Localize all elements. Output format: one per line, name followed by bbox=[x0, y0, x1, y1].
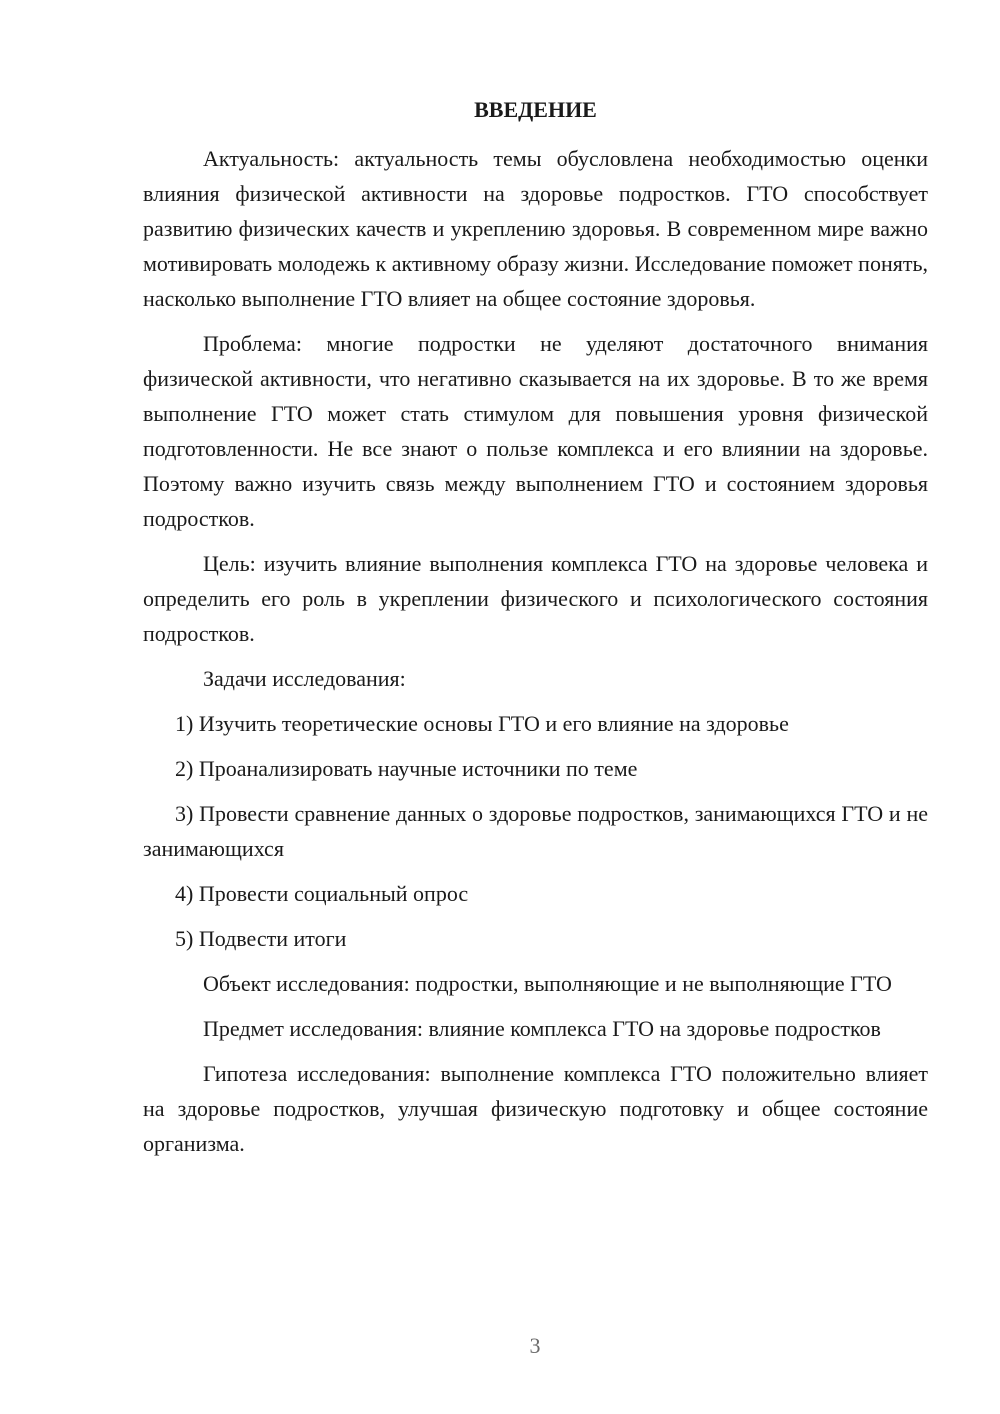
relevance-paragraph: Актуальность: актуальность темы обусловлена необходимостью оценки влияния физической активности на здоровье подростков. ГТО способствует развитию физических качеств и укреплению здоровья. В современном мире важно мотивировать молодежь к активному образу жизни. Исследование поможет понять, насколько выполнение ГТО влияет на общее состояние здоровья. bbox=[143, 146, 928, 311]
list-item: 5) Подвести итоги bbox=[175, 926, 347, 951]
list-item: 1) Изучить теоретические основы ГТО и его влияние на здоровье bbox=[175, 711, 789, 736]
goal-paragraph: Цель: изучить влияние выполнения комплекса ГТО на здоровье человека и определить его роль в укреплении физического и психологического состояния подростков. bbox=[143, 551, 928, 646]
list-item: 4) Провести социальный опрос bbox=[175, 881, 469, 906]
tasks-intro: Задачи исследования: bbox=[203, 666, 406, 691]
problem-paragraph: Проблема: многие подростки не уделяют достаточного внимания физической активности, что негативно сказывается на их здоровье. В то же время выполнение ГТО может стать стимулом для повышения уровня физической подготовленности. Не все знают о пользе комплекса и его влиянии на здоровье. Поэтому важно изучить связь между выполнением ГТО и состоянием здоровья подростков. bbox=[143, 331, 928, 531]
list-item: 2) Проанализировать научные источники по теме bbox=[175, 756, 638, 781]
subject-paragraph: Предмет исследования: влияние комплекса ГТО на здоровье подростков bbox=[203, 1016, 881, 1041]
hypothesis-paragraph: Гипотеза исследования: выполнение комплекса ГТО положительно влияет на здоровье подростков, улучшая физическую подготовку и общее состояние организма. bbox=[143, 1061, 928, 1156]
list-item: 3) Провести сравнение данных о здоровье подростков, занимающихся ГТО и не занимающихся bbox=[143, 801, 928, 861]
document-page bbox=[143, 92, 928, 1171]
object-paragraph: Объект исследования: подростки, выполняющие и не выполняющие ГТО bbox=[203, 971, 892, 996]
tasks-list bbox=[143, 706, 928, 956]
page-number: 3 bbox=[529, 1333, 541, 1358]
section-heading: ВВЕДЕНИЕ bbox=[474, 97, 597, 122]
